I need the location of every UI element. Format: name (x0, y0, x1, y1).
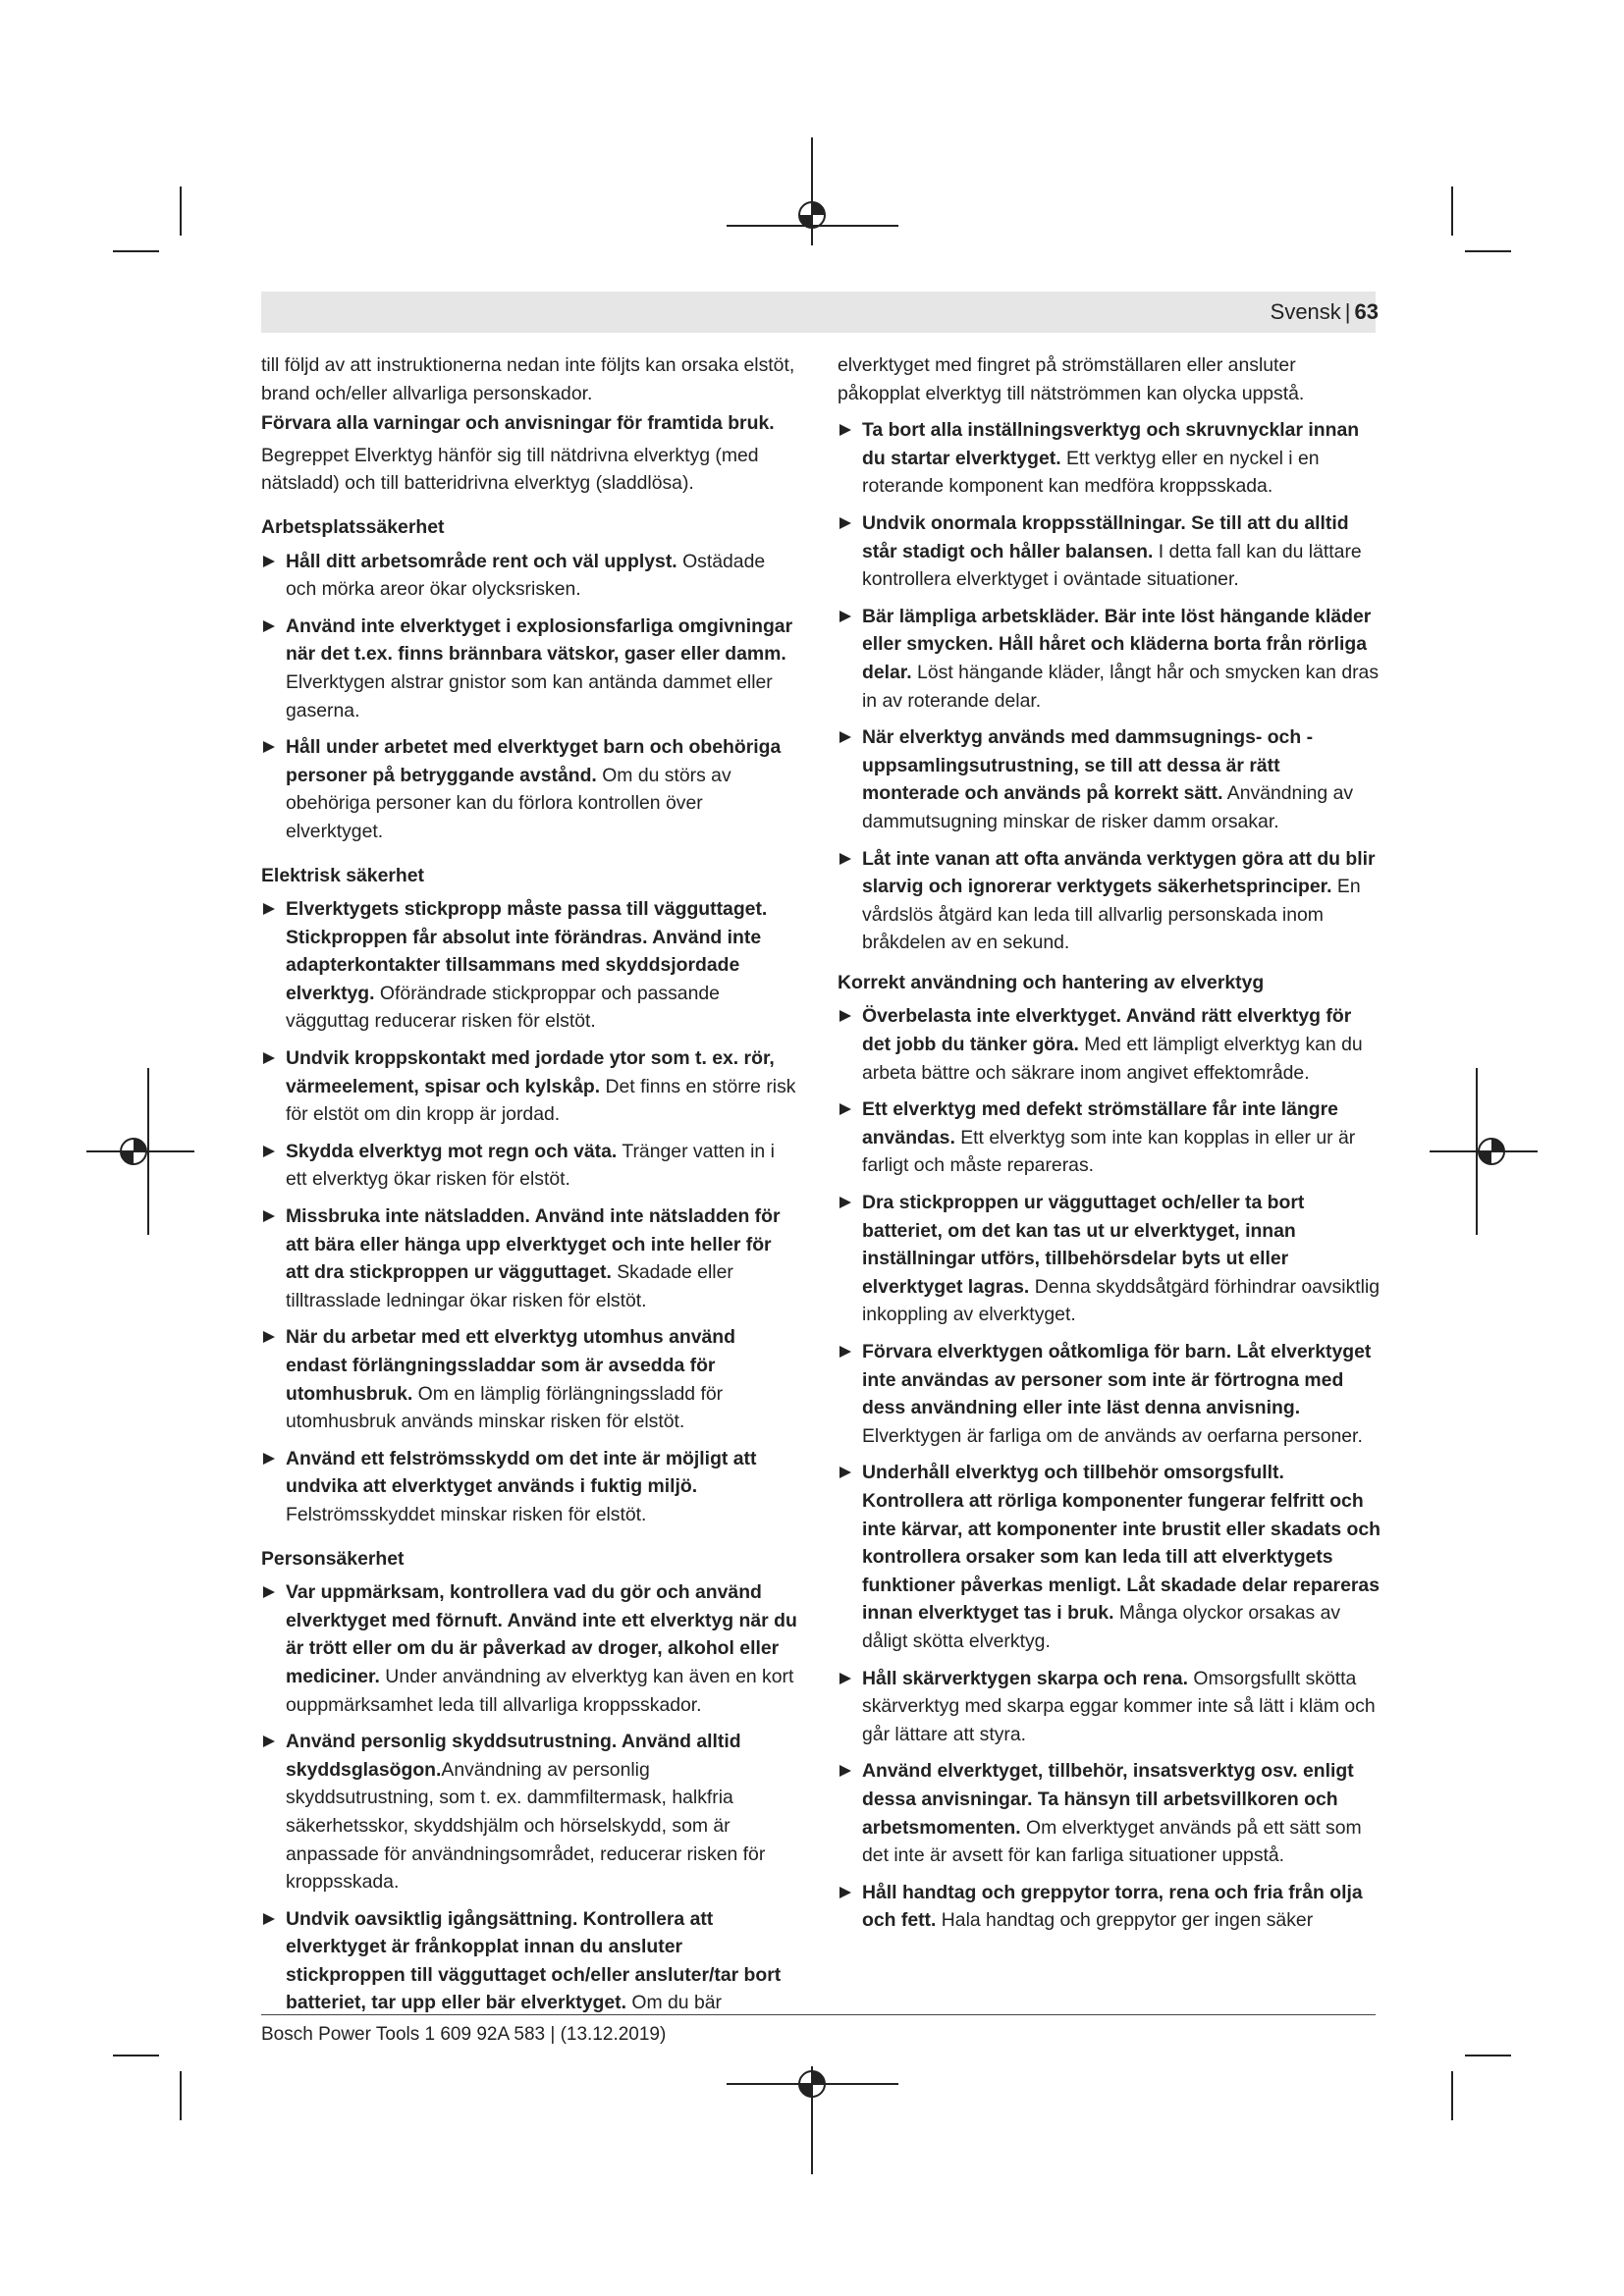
item-text: Användning av personlig skyddsutrustning, som t. ex. dammfiltermask, halkfria säkerhetsskor, skyddshjälm och hörselskydd, som är anpassade för användningsområdet, reducerar risken för kroppsskada. (286, 1758, 766, 1894)
item-bold-text: Använd personlig skyddsutrustning. Använd alltid skyddsglasögon. (286, 1731, 741, 1781)
bullet-arrow-icon (263, 620, 275, 632)
footer-rule (261, 2014, 1376, 2015)
bullet-arrow-icon (839, 731, 851, 743)
item-text: Felströmsskyddet minskar risken för elstöt. (286, 1503, 647, 1525)
crop-mark-top-left-v (180, 187, 182, 236)
bullet-arrow-icon (263, 1210, 275, 1222)
bullet-arrow-icon (263, 1331, 275, 1343)
bullet-arrow-icon (839, 853, 851, 865)
item-bold-text: När du arbetar med ett elverktyg utomhus använd endast förlängningssladdar som är avsedda för utomhusbruk. (286, 1326, 735, 1405)
item-bold-text: Förvara elverktygen oåtkomliga för barn. Låt elverktyget inte användas av personer som inte är förtrogna med dess användning eller inte läst denna anvisning. (862, 1341, 1372, 1419)
bullet-list (838, 416, 1382, 957)
item-bold-text: Undvik oavsiktlig igångsättning. Kontrollera att elverktyget är frånkopplat innan du ansluter stickproppen till vägguttaget och/eller ansluter/tar bort batteriet, tar upp eller bär elverktyget. (286, 1907, 782, 2014)
item-bold-text: Låt inte vanan att ofta använda verktygen göra att du blir slarvig och ignorerar verktygets säkerhetsprinciper. (862, 847, 1376, 898)
list-item (261, 1578, 799, 1719)
bullet-arrow-icon (839, 517, 851, 529)
crop-mark-top-right-v (1451, 187, 1453, 236)
item-text: Löst hängande kläder, långt hår och smycken kan dras in av roterande delar. (862, 661, 1380, 712)
list-item (261, 1138, 799, 1194)
item-bold-text: Missbruka inte nätsladden. Använd inte nätsladden för att bära eller hänga upp elverktyget och inte heller för att dra stickproppen ur vägguttaget. (286, 1205, 781, 1284)
bullet-arrow-icon (839, 1346, 851, 1358)
list-item (838, 1879, 1382, 1935)
item-text: Om elverktyget används på ett sätt som det inte är avsett för kan farliga situationer uppstå. (862, 1816, 1362, 1867)
section-heading: Arbetsplatssäkerhet (261, 515, 445, 538)
bullet-arrow-icon (839, 424, 851, 436)
item-text: Om du störs av obehöriga personer kan du förlora kontrollen över elverktyget. (286, 764, 731, 842)
registration-target-icon (114, 1132, 153, 1171)
list-item (838, 1338, 1382, 1450)
list-item (261, 1905, 799, 2017)
left-column (261, 351, 799, 2026)
item-bold-text: Använd ett felströmsskydd om det inte är möjligt att undvika att elverktyget används i fuktig miljö. (286, 1447, 757, 1498)
item-text: Om en lämplig förlängningssladd för utomhusbruk används minskar risken för elstöt. (286, 1382, 724, 1433)
bullet-arrow-icon (263, 1146, 275, 1157)
item-text: Elverktygen är farliga om de används av oerfarna personer. (862, 1424, 1363, 1447)
list-item (838, 1095, 1382, 1180)
bullet-arrow-icon (839, 1197, 851, 1208)
item-text: En vårdslös åtgärd kan leda till allvarlig personskada inom bråkdelen av en sekund. (862, 876, 1361, 954)
header-separator: | (1344, 299, 1351, 324)
item-bold-text: Överbelasta inte elverktyget. Använd rätt elverktyg för det jobb du tänker göra. (862, 1005, 1352, 1056)
list-item (261, 613, 799, 724)
item-bold-text: Håll ditt arbetsområde rent och väl upplyst. (286, 550, 677, 572)
item-text: Med ett lämpligt elverktyg kan du arbeta bättre och säkrare inom angivet effektområde. (862, 1034, 1363, 1084)
list-item (261, 895, 799, 1036)
item-text: Ett elverktyg som inte kan kopplas in eller ur är farligt och måste repareras. (862, 1126, 1356, 1177)
section-heading: Elektrisk säkerhet (261, 864, 425, 886)
list-item (838, 603, 1382, 715)
item-text: Skadade eller tilltrasslade ledningar ökar risken för elstöt. (286, 1261, 733, 1311)
item-bold-text: Underhåll elverktyg och tillbehör omsorgsfullt. Kontrollera att rörliga komponenter fungerar felfritt och inte kärvar, att komponenter inte brustit eller skadats och kontrollera orsaker som kan leda till att elverktygets funktioner påverkas menligt. Låt skadade delar repareras innan elverktyget tas i bruk. (862, 1462, 1381, 1625)
crop-mark-top-left-h (113, 250, 159, 252)
definition-paragraph: Begreppet Elverktyg hänför sig till nätdrivna elverktyg (med nätsladd) och till batteridrivna elverktyg (sladdlösa). (261, 444, 759, 495)
crop-mark-bottom-left-v (180, 2071, 182, 2120)
item-text: Under användning av elverktyg kan även en kort ouppmärksamhet leda till allvarliga kroppsskador. (286, 1665, 794, 1716)
bullet-arrow-icon (839, 1673, 851, 1684)
section-heading: Korrekt användning och hantering av elverktyg (838, 971, 1265, 993)
crop-mark-top-right-h (1465, 250, 1511, 252)
item-bold-text: Håll skärverktygen skarpa och rena. (862, 1667, 1188, 1689)
bullet-arrow-icon (839, 1103, 851, 1115)
item-text: I detta fall kan du lättare kontrollera elverktyget i oväntade situationer. (862, 540, 1362, 591)
page-header (1271, 297, 1379, 327)
bullet-arrow-icon (263, 556, 275, 567)
right-column (838, 351, 1382, 1944)
item-text: Denna skyddsåtgärd förhindrar oavsiktlig inkoppling av elverktyget. (862, 1275, 1380, 1326)
section-heading: Personsäkerhet (261, 1547, 405, 1570)
bullet-arrow-icon (263, 741, 275, 753)
list-item (838, 1665, 1382, 1749)
item-text: Tränger vatten in i ett elverktyg ökar risken för elstöt. (286, 1140, 775, 1191)
registration-target-icon (792, 195, 832, 235)
bullet-arrow-icon (263, 1052, 275, 1064)
list-item (261, 548, 799, 604)
item-bold-text: Använd elverktyget, tillbehör, insatsverktyg osv. enligt dessa anvisningar. Ta hänsyn till arbetsvillkoren och arbetsmomenten. (862, 1760, 1354, 1839)
registration-target-icon (792, 2064, 832, 2104)
item-bold-text: Håll under arbetet med elverktyget barn och obehöriga personer på betryggande avstånd. (286, 736, 782, 786)
item-text: Ett verktyg eller en nyckel i en roterande komponent kan medföra kroppsskada. (862, 447, 1320, 498)
bullet-arrow-icon (263, 1913, 275, 1925)
item-bold-text: Elverktygets stickpropp måste passa till vägguttaget. Stickproppen får absolut inte förändras. Använd inte adapterkontakter tillsammans med skyddsjordade elverktyg. (286, 898, 768, 1004)
list-item (838, 416, 1382, 501)
list-item (261, 1728, 799, 1896)
item-bold-text: Skydda elverktyg mot regn och väta. (286, 1140, 618, 1162)
item-bold-text: När elverktyg används med dammsugnings- och -uppsamlingsutrustning, se till att dessa är rätt monterade och används på korrekt sätt. (862, 726, 1314, 805)
list-item (261, 733, 799, 845)
list-item (261, 1044, 799, 1129)
item-text: Oförändrade stickproppar och passande vägguttag reducerar risken för elstöt. (286, 982, 720, 1033)
item-bold-text: Undvik kroppskontakt med jordade ytor som t. ex. rör, värmeelement, spisar och kylskåp. (286, 1047, 775, 1097)
bullet-arrow-icon (839, 611, 851, 622)
intro-paragraph: till följd av att instruktionerna nedan inte följts kan orsaka elstöt, brand och/eller allvarliga personskador. (261, 354, 795, 404)
bullet-list (261, 1578, 799, 2017)
list-item (838, 1757, 1382, 1869)
item-bold-text: Bär lämpliga arbetskläder. Bär inte löst hängande kläder eller smycken. Håll håret och kläderna borta från rörliga delar. (862, 605, 1372, 683)
bullet-arrow-icon (263, 1735, 275, 1747)
item-text: Om du bär (626, 1992, 722, 2014)
bullet-arrow-icon (263, 1586, 275, 1598)
item-bold-text: Håll handtag och greppytor torra, rena och fria från olja och fett. (862, 1881, 1363, 1932)
item-text: Det finns en större risk för elstöt om din kropp är jordad. (286, 1075, 796, 1126)
item-bold-text: Ta bort alla inställningsverktyg och skruvnycklar innan du startar elverktyget. (862, 419, 1360, 469)
bullet-arrow-icon (839, 1765, 851, 1777)
bullet-list (838, 1002, 1382, 1934)
crop-mark-bottom-right-v (1451, 2071, 1453, 2120)
bullet-arrow-icon (839, 1467, 851, 1478)
header-band (261, 292, 1376, 333)
save-warning: Förvara alla varningar och anvisningar för framtida bruk. (261, 412, 775, 435)
item-bold-text: Dra stickproppen ur vägguttaget och/eller ta bort batteriet, om det kan tas ut ur elverktyget, innan inställningar utförs, tillbehörsdelar byts ut eller elverktyget lagras. (862, 1192, 1305, 1298)
bullet-arrow-icon (263, 1453, 275, 1465)
list-item (261, 1202, 799, 1314)
item-bold-text: Undvik onormala kroppsställningar. Se till att du alltid står stadigt och håller balansen. (862, 511, 1349, 562)
registration-target-icon (1472, 1132, 1511, 1171)
list-item (261, 1445, 799, 1529)
item-text: Elverktygen alstrar gnistor som kan antända dammet eller gaserna. (286, 670, 773, 721)
list-item (838, 1459, 1382, 1655)
bullet-arrow-icon (263, 903, 275, 915)
crop-mark-bottom-right-h (1465, 2055, 1511, 2056)
bullet-list (261, 548, 799, 846)
header-section: Svensk (1270, 299, 1341, 324)
left-sections (261, 513, 799, 2017)
item-text: Omsorgsfullt skötta skärverktyg med skarpa eggar kommer inte så lätt i kläm och går lättare att styra. (862, 1667, 1376, 1745)
item-text: Ostädade och mörka areor ökar olycksrisken. (286, 550, 766, 601)
list-item (838, 845, 1382, 957)
list-item (838, 509, 1382, 594)
item-text: Många olyckor orsakas av dåligt skötta elverktyg. (862, 1602, 1341, 1652)
crop-mark-bottom-left-h (113, 2055, 159, 2056)
item-text: Hala handtag och greppytor ger ingen säker (936, 1909, 1314, 1932)
page-footer: Bosch Power Tools 1 609 92A 583 | (13.12.2019) (261, 2024, 667, 2045)
continuation-paragraph: elverktyget med fingret på strömställaren eller ansluter påkopplat elverktyg till nätströmmen kan olycka uppstå. (838, 354, 1305, 404)
list-item (838, 1189, 1382, 1329)
list-item (261, 1323, 799, 1435)
bullet-list (261, 895, 799, 1528)
item-bold-text: Ett elverktyg med defekt strömställare får inte längre användas. (862, 1098, 1338, 1148)
bullet-arrow-icon (839, 1010, 851, 1022)
item-bold-text: Använd inte elverktyget i explosionsfarliga omgivningar när det t.ex. finns brännbara vätskor, gaser eller damm. (286, 614, 793, 666)
list-item (838, 723, 1382, 835)
page-number: 63 (1354, 299, 1379, 324)
item-bold-text: Var uppmärksam, kontrollera vad du gör och använd elverktyget med förnuft. Använd inte ett elverktyg när du är trött eller om du är påverkad av droger, alkohol eller mediciner. (286, 1581, 797, 1687)
bullet-arrow-icon (839, 1887, 851, 1898)
item-text: Användning av dammutsugning minskar de risker damm orsakar. (862, 782, 1354, 832)
list-item (838, 1002, 1382, 1087)
